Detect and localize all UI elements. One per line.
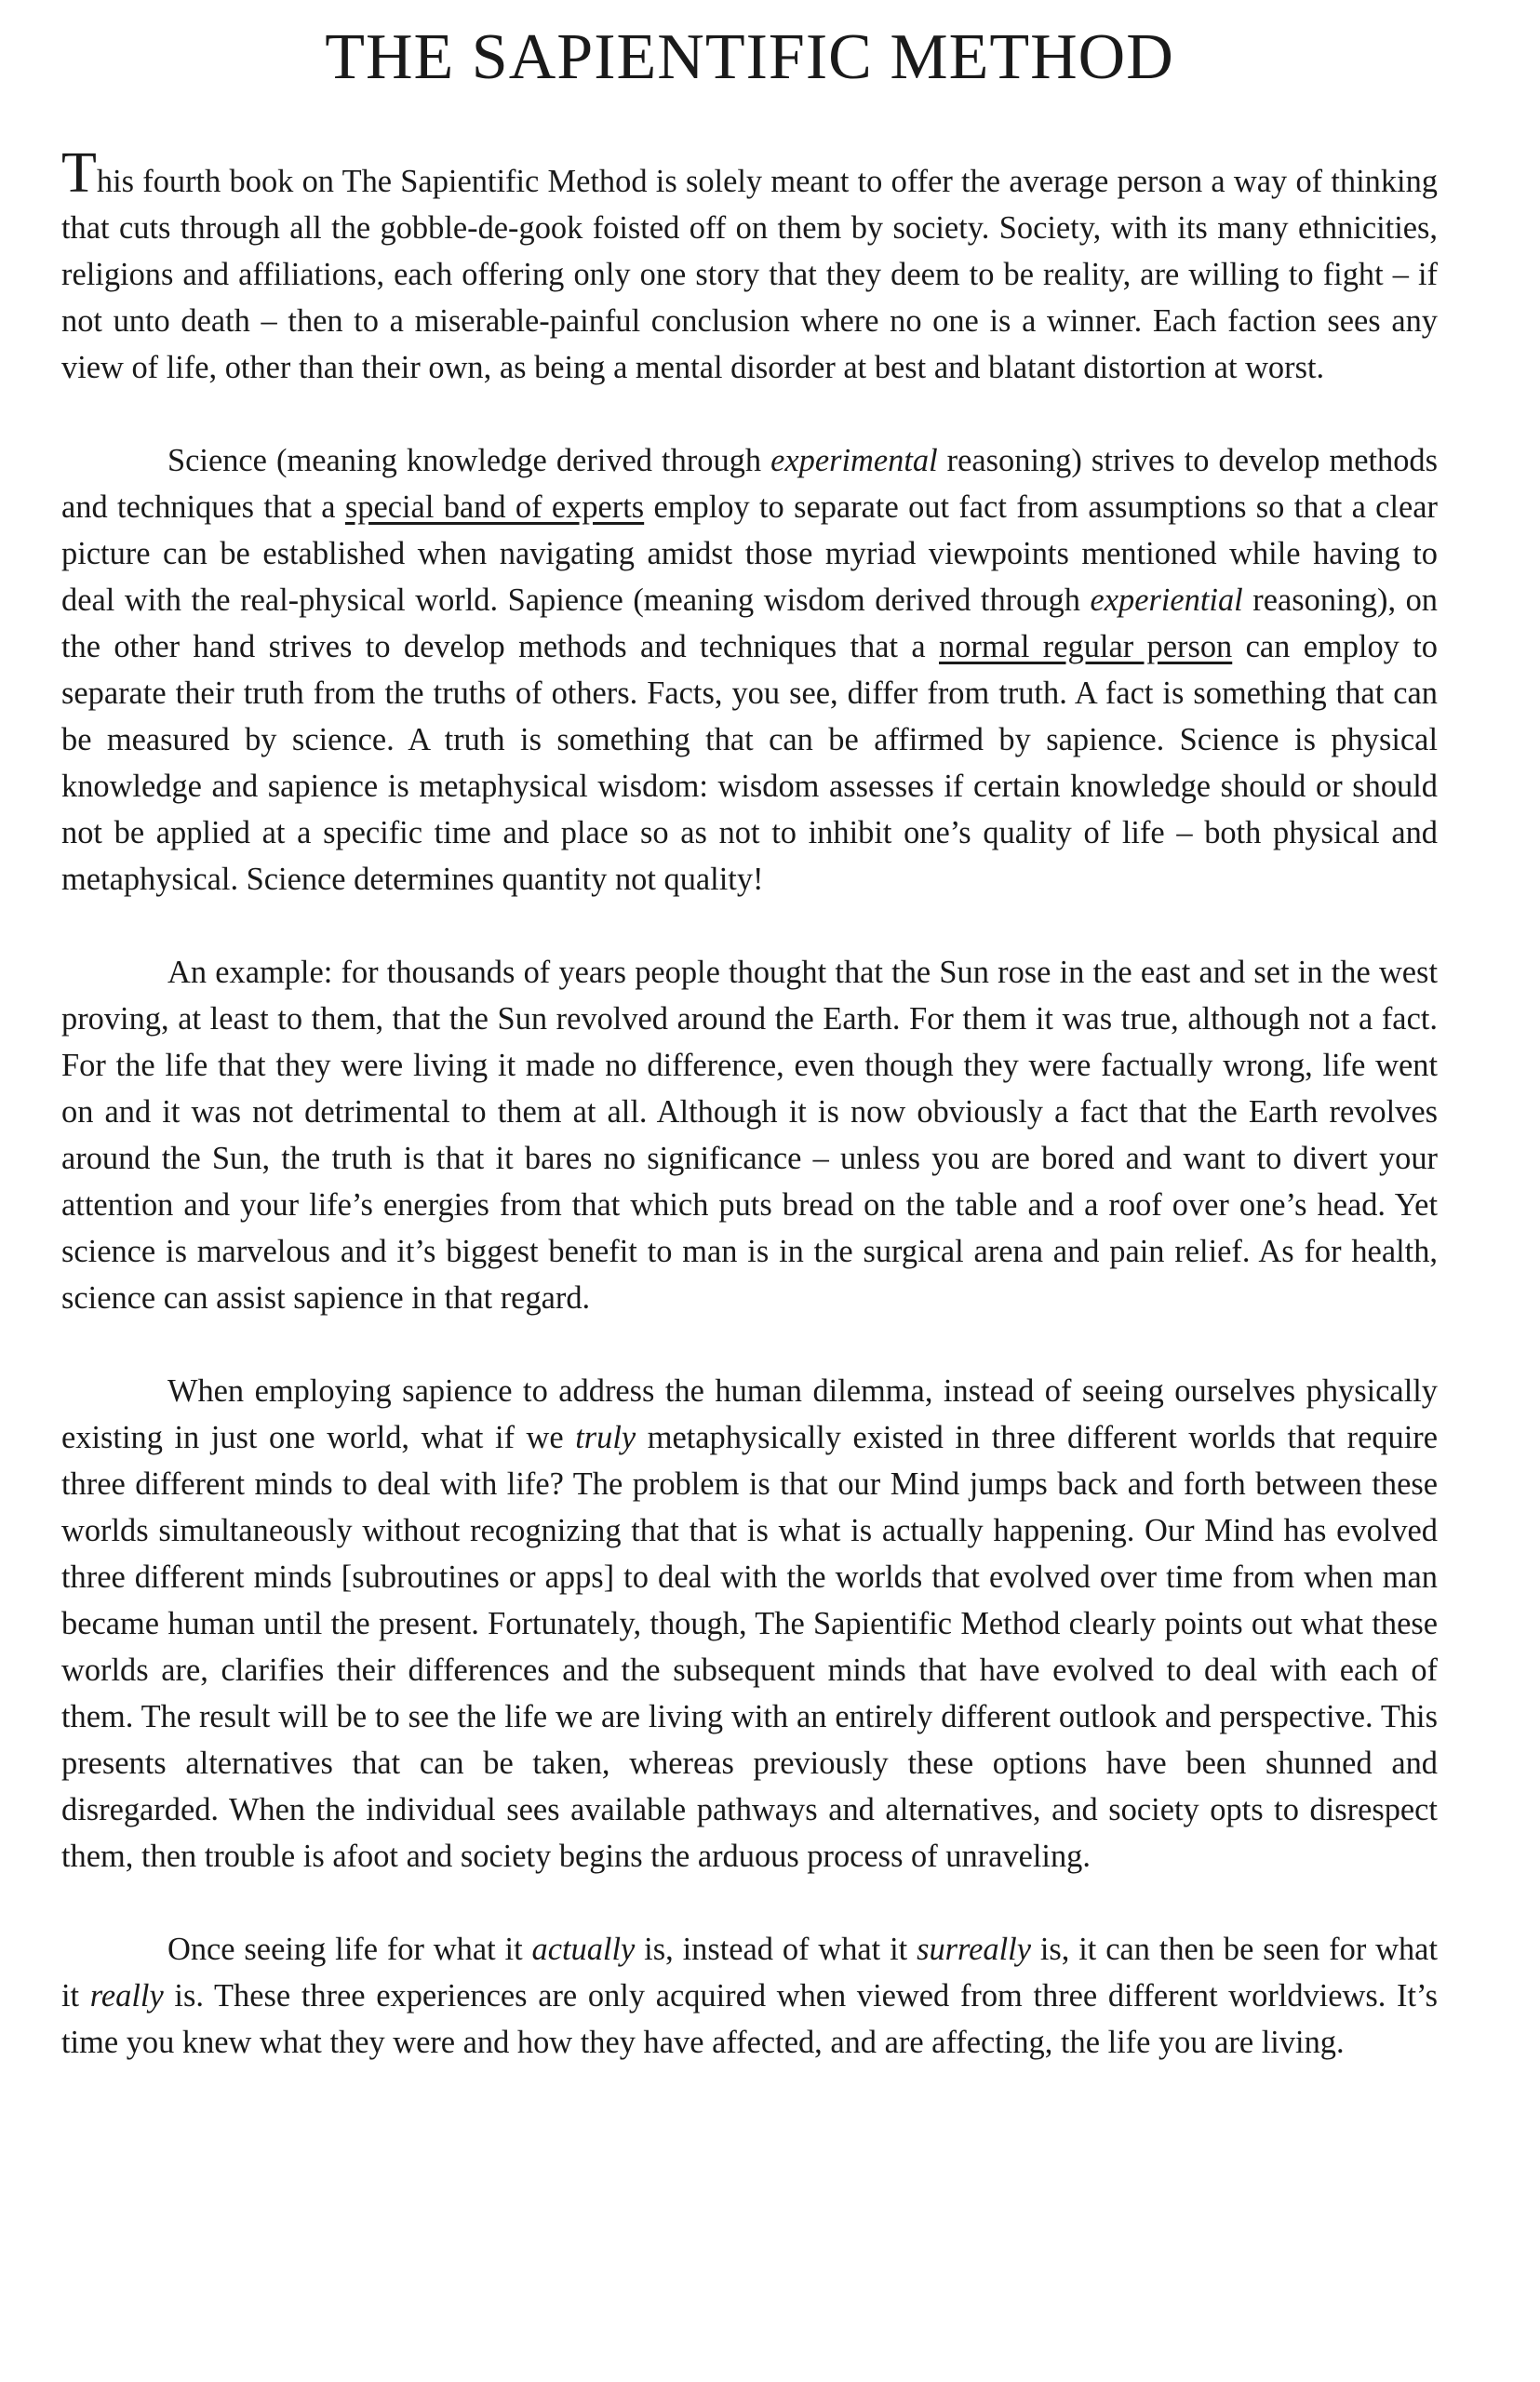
italic-actually: actually: [531, 1931, 636, 1967]
italic-experiential: experiential: [1090, 582, 1243, 618]
text-run: employ to separate out fact from assumptions so that a clear picture can be established when navigating amidst those myriad viewpoints mentioned while having to deal with the real-physical world. Sapience (meaning wisdom derived through: [61, 488, 1438, 618]
text-run: Once seeing life for what it: [167, 1931, 532, 1967]
text-run: is. These three experiences are only acquired when viewed from three different worldviews. It’s time you knew what they were and how they have affected, and are affecting, the life you are living.: [61, 1977, 1438, 2060]
paragraph-three-worlds: [61, 1368, 1438, 1880]
italic-truly: truly: [575, 1419, 636, 1455]
paragraph-intro: [61, 141, 1438, 391]
italic-experimental: experimental: [770, 442, 938, 478]
paragraph-example: An example: for thousands of years people thought that the Sun rose in the east and set in the west proving, at least to them, that the Sun revolved around the Earth. For them it was true, although not a fact. For the life that they were living it made no difference, even though they were factually wrong, life went on and it was not detrimental to them at all. Although it is now obviously a fact that the Earth revolves around the Sun, the truth is that it bares no significance – unless you are bored and want to divert your attention and your life’s energies from that which puts bread on the table and a roof over one’s head. Yet science is marvelous and it’s biggest benefit to man is in the surgical arena and pain relief. As for health, science can assist sapience in that regard.: [61, 954, 1438, 1316]
text-run: is, it can then be seen for what it: [61, 1931, 1438, 2014]
paragraph-conclusion: [61, 1926, 1438, 2066]
underlined-normal-regular-person: normal regular person: [939, 628, 1233, 664]
underlined-special-band-of-experts: special band of experts: [344, 488, 645, 525]
text-run: is, instead of what it: [635, 1931, 917, 1967]
italic-surreally: surreally: [917, 1931, 1031, 1967]
text-run: metaphysically existed in three different worlds that require three different minds to deal with life? The problem is that our Mind jumps back and forth between these worlds simultaneously without recognizing that that is what is actually happening. Our Mind has evolved three different minds [subroutines or apps] to deal with the worlds that evolved over time from when man became human until the present. Fortunately, though, The Sapientific Method clearly points out what these worlds are, clarifies their differences and the subsequent minds that have evolved to deal with each of them. The result will be to see the life we are living with an entirely different outlook and perspective. This presents alternatives that can be taken, whereas previously these options have been shunned and disregarded. When the individual sees available pathways and alternatives, and society opts to disrespect them, then trouble is afoot and society begins the arduous process of unraveling.: [61, 1419, 1438, 1874]
paragraph-science-sapience: [61, 437, 1438, 903]
text-run: reasoning) strives to develop methods and techniques that a: [61, 442, 1438, 525]
drop-cap: T: [61, 141, 97, 205]
italic-really: really: [89, 1977, 164, 2014]
page-title: THE SAPIENTIFIC METHOD: [325, 21, 1174, 93]
text-run: Science (meaning knowledge derived through: [167, 442, 771, 478]
text-run: reasoning), on the other hand strives to develop methods and techniques that a: [61, 582, 1438, 664]
text-run: can employ to separate their truth from the truths of others. Facts, you see, differ from truth. A fact is something that can be measured by science. A truth is something that can be affirmed by sapience. Science is physical knowledge and sapience is metaphysical wisdom: wisdom assesses if certain knowledge should or should not be applied at a specific time and place so as not to inhibit one’s quality of life – both physical and metaphysical. Science determines quantity not quality!: [61, 628, 1438, 897]
text-run: When employing sapience to address the human dilemma, instead of seeing ourselves physically existing in just one world, what if we: [61, 1372, 1438, 1455]
paragraph-intro-text: his fourth book on The Sapientific Method is solely meant to offer the average person a way of thinking that cuts through all the gobble-de-gook foisted off on them by society. Society, with its many ethnicities, religions and affiliations, each offering only one story that they deem to be reality, are willing to fight – if not unto death – then to a miserable-painful conclusion where no one is a winner. Each faction sees any view of life, other than their own, as being a mental disorder at best and blatant distortion at worst.: [61, 163, 1438, 385]
